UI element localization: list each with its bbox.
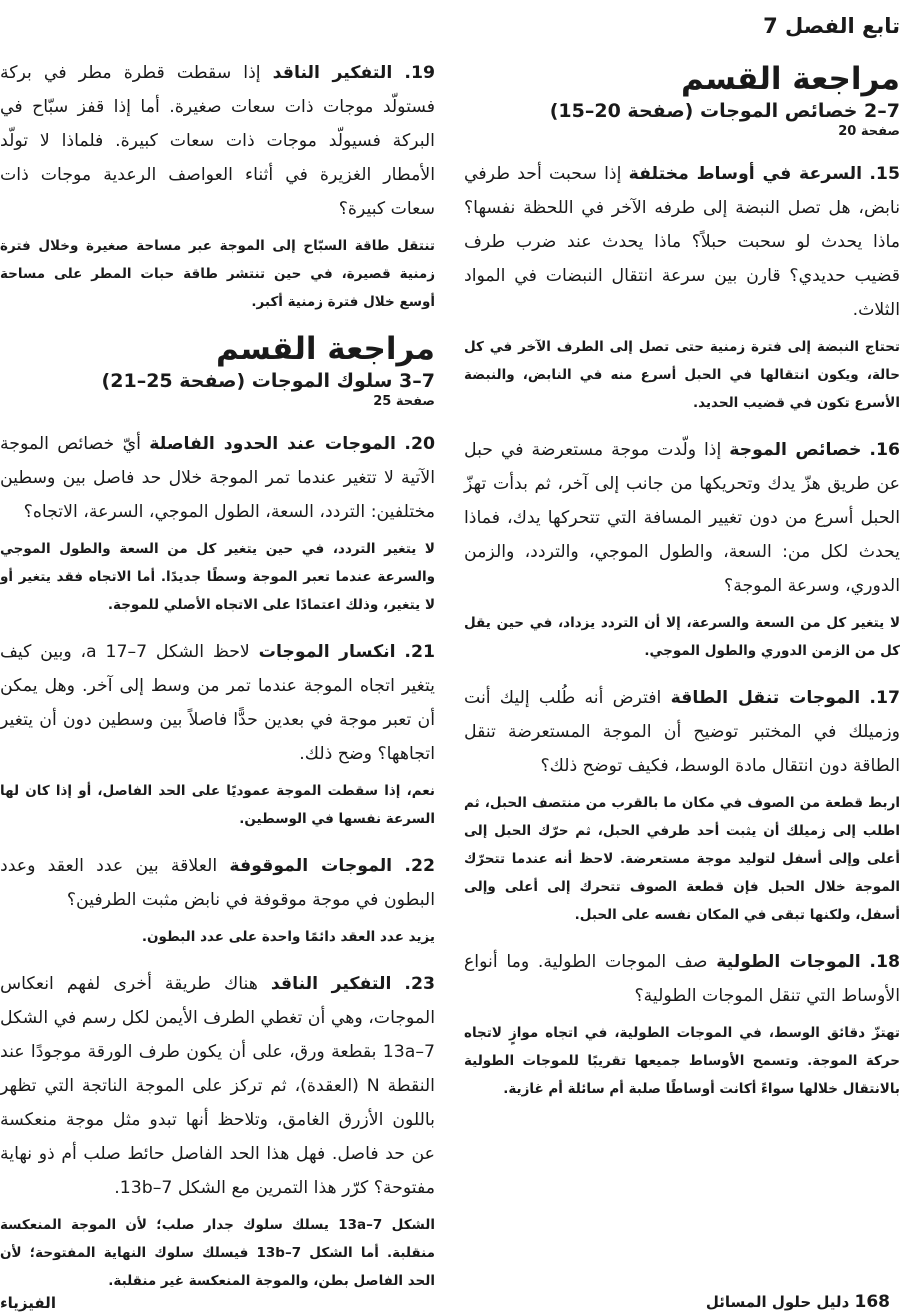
question-20 <box>0 427 435 619</box>
left-column <box>0 56 435 1311</box>
question-text: افترض أنه طُلب إليك أنت وزميلك في المختبر توضيح أن الموجة المستعرضة تنقل الطاقة دون انتقال مادة الوسط، فكيف توضح ذلك؟ <box>464 688 900 777</box>
question-number: 15. <box>869 164 900 185</box>
guide-title: دليل حلول المسائل <box>705 1293 850 1311</box>
question-number: 23. <box>404 974 436 995</box>
question-title: الموجات الطولية <box>716 952 861 973</box>
question-text: هناك طريقة أخرى لفهم انعكاس الموجات، وهي أن تغطي الطرف الأيمن لكل رسم في الشكل 7–13a بقطعة ورق، على أن يكون طرف الورقة موجودًا عند النقطة N (العقدة)، ثم تركز على الموجة الناتجة التي تظهر باللون الأزرق الغامق، وتلاحظ أنها تبدو مثل موجة منعكسة عن حد فاصل. فهل هذا الحد الفاصل حائط صلب أم ذو نهاية مفتوحة؟ كرّر هذا التمرين مع الشكل 7–13b. <box>0 974 435 1199</box>
question-text: لاحظ الشكل 7–17 a، وبين كيف يتغير اتجاه الموجة عندما تمر من وسط إلى آخر. وهل يمكن أن تعبر موجة في بعدين حدًّا فاصلاً بين وسطين دون أن يتغير اتجاهها؟ وضح ذلك. <box>0 642 435 765</box>
question-18 <box>464 945 900 1103</box>
question-number: 16. <box>869 440 900 461</box>
answer-text: لا يتغير التردد، في حين يتغير كل من السعة والطول الموجي والسرعة عندما تعبر الموجة وسطًا جديدًا. أما الاتجاه فقد يتغير أو لا يتغير، وذلك اعتمادًا على الاتجاه الأصلي للموجة. <box>0 541 435 614</box>
answer-text: لا يتغير كل من السعة والسرعة، إلا أن التردد يزداد، في حين يقل كل من الزمن الدوري والطول الموجي. <box>464 615 900 660</box>
answer-text: نعم، إذا سقطت الموجة عموديًا على الحد الفاصل، أو إذا كان لها السرعة نفسها في الوسطين. <box>0 783 435 828</box>
question-number: 20. <box>404 434 435 455</box>
answer-text: تهتزّ دقائق الوسط، في الموجات الطولية، في اتجاه موازٍ لاتجاه حركة الموجة. وتسمح الأوساط جميعها تقريبًا للموجات الطولية بالانتقال خلالها سواءً أكانت أوساطًا صلبة أم سائلة أم غازية. <box>464 1025 900 1098</box>
page-footer-guide <box>706 1292 890 1312</box>
question-16 <box>464 433 900 665</box>
page-reference: صفحة 25 <box>373 394 435 410</box>
question-text: إذا ولّدت موجة مستعرضة في حبل عن طريق هزّ يدك وتحريكها من جانب إلى آخر، ثم بدأت تهزّ الحبل أسرع من دون تغيير المسافة التي تتحركها يدك، فماذا يحدث لكل من: السعة، والطول الموجي، والتردد، والزمن الدوري، وسرعة الموجة؟ <box>464 440 900 597</box>
question-title: التفكير الناقد <box>270 974 392 995</box>
question-title: التفكير الناقد <box>272 63 393 83</box>
question-number: 17. <box>869 688 900 709</box>
section-heading: 7–3 سلوك الموجات (صفحة 25–21) <box>101 370 435 393</box>
question-text: أيّ خصائص الموجة الآتية لا تتغير عندما تمر الموجة خلال حد فاصل بين وسطين مختلفين: التردد، السعة، الطول الموجي، السرعة، الاتجاه؟ <box>0 434 435 523</box>
question-number: 19. <box>404 63 436 83</box>
chapter-header: تابع الفصل 7 <box>763 14 900 38</box>
answer-text: تحتاج النبضة إلى فترة زمنية حتى تصل إلى الطرف الآخر في كل حالة، ويكون انتقالها في الحبل أسرع منه في النابض، والنبضة الأسرع تكون في قضيب الحديد. <box>464 339 900 412</box>
question-text: العلاقة بين عدد العقد وعدد البطون في موجة موقوفة في نابض مثبت الطرفين؟ <box>0 856 435 911</box>
question-title: السرعة في أوساط مختلفة <box>628 164 863 185</box>
section-heading: 7–2 خصائص الموجات (صفحة 20–15) <box>549 100 900 123</box>
question-title: خصائص الموجة <box>729 440 862 461</box>
section-review-title: مراجعة القسم <box>681 61 900 97</box>
question-21 <box>0 635 435 833</box>
question-text: إذا سحبت أحد طرفي نابض، هل تصل النبضة إلى طرفه الآخر في اللحظة نفسها؟ ماذا يحدث لو سحبت حبلاً؟ ماذا يحدث عند ضرب طرف قضيب حديدي؟ قارن بين سرعة انتقال النبضات في المواد الثلاث. <box>464 164 900 321</box>
right-column <box>464 62 900 1119</box>
question-17 <box>464 681 900 929</box>
subject-label: الفيزياء <box>0 1294 56 1312</box>
page-reference: صفحة 20 <box>838 124 900 140</box>
question-15 <box>464 157 900 417</box>
question-23 <box>0 967 435 1295</box>
question-number: 18. <box>869 952 900 973</box>
answer-text: تنتقل طاقة السبّاح إلى الموجة عبر مساحة صغيرة وخلال فترة زمنية قصيرة، في حين تنتشر طاقة حبات المطر على مساحة أوسع خلال فترة زمنية أكبر. <box>0 238 435 310</box>
question-title: انكسار الموجات <box>258 642 396 663</box>
question-19 <box>0 56 435 316</box>
answer-text: يزيد عدد العقد دائمًا واحدة على عدد البطون. <box>141 929 435 946</box>
question-number: 21. <box>404 642 435 663</box>
question-number: 22. <box>404 856 436 877</box>
question-22 <box>0 849 435 951</box>
question-text: صف الموجات الطولية. وما أنواع الأوساط التي تنقل الموجات الطولية؟ <box>464 952 900 1007</box>
answer-text: الشكل 7–13a يسلك سلوك جدار صلب؛ لأن الموجة المنعكسة منقلبة. أما الشكل 7–13b فيسلك سلوك النهاية المفتوحة؛ لأن الحد الفاصل بطن، والموجة المنعكسة غير منقلبة. <box>0 1217 435 1290</box>
answer-text: اربط قطعة من الصوف في مكان ما بالقرب من منتصف الحبل، ثم اطلب إلى زميلك أن يثبت أحد طرفي الحبل، ثم حرّك الحبل إلى أعلى وإلى أسفل لتوليد موجة مستعرضة. لاحظ أنه عندما تتحرّك الموجة خلال الحبل فإن قطعة الصوف تتحرك إلى أعلى وإلى أسفل، ولكنها تبقى في المكان نفسه على الحبل. <box>464 795 900 924</box>
question-text: إذا سقطت قطرة مطر في بركة فستولّد موجات ذات سعات صغيرة. أما إذا قفز سبّاح في البركة فسيولّد موجات ذات سعات كبيرة. فلماذا لا تولّد الأمطار الغزيرة في أثناء العواصف الرعدية موجات ذات سعات كبيرة؟ <box>0 63 435 219</box>
page-number: 168 <box>854 1292 890 1312</box>
question-title: الموجات تنقل الطاقة <box>670 688 861 709</box>
question-title: الموجات عند الحدود الفاصلة <box>149 434 396 455</box>
section-review-title: مراجعة القسم <box>216 331 435 367</box>
question-title: الموجات الموقوفة <box>229 856 393 877</box>
